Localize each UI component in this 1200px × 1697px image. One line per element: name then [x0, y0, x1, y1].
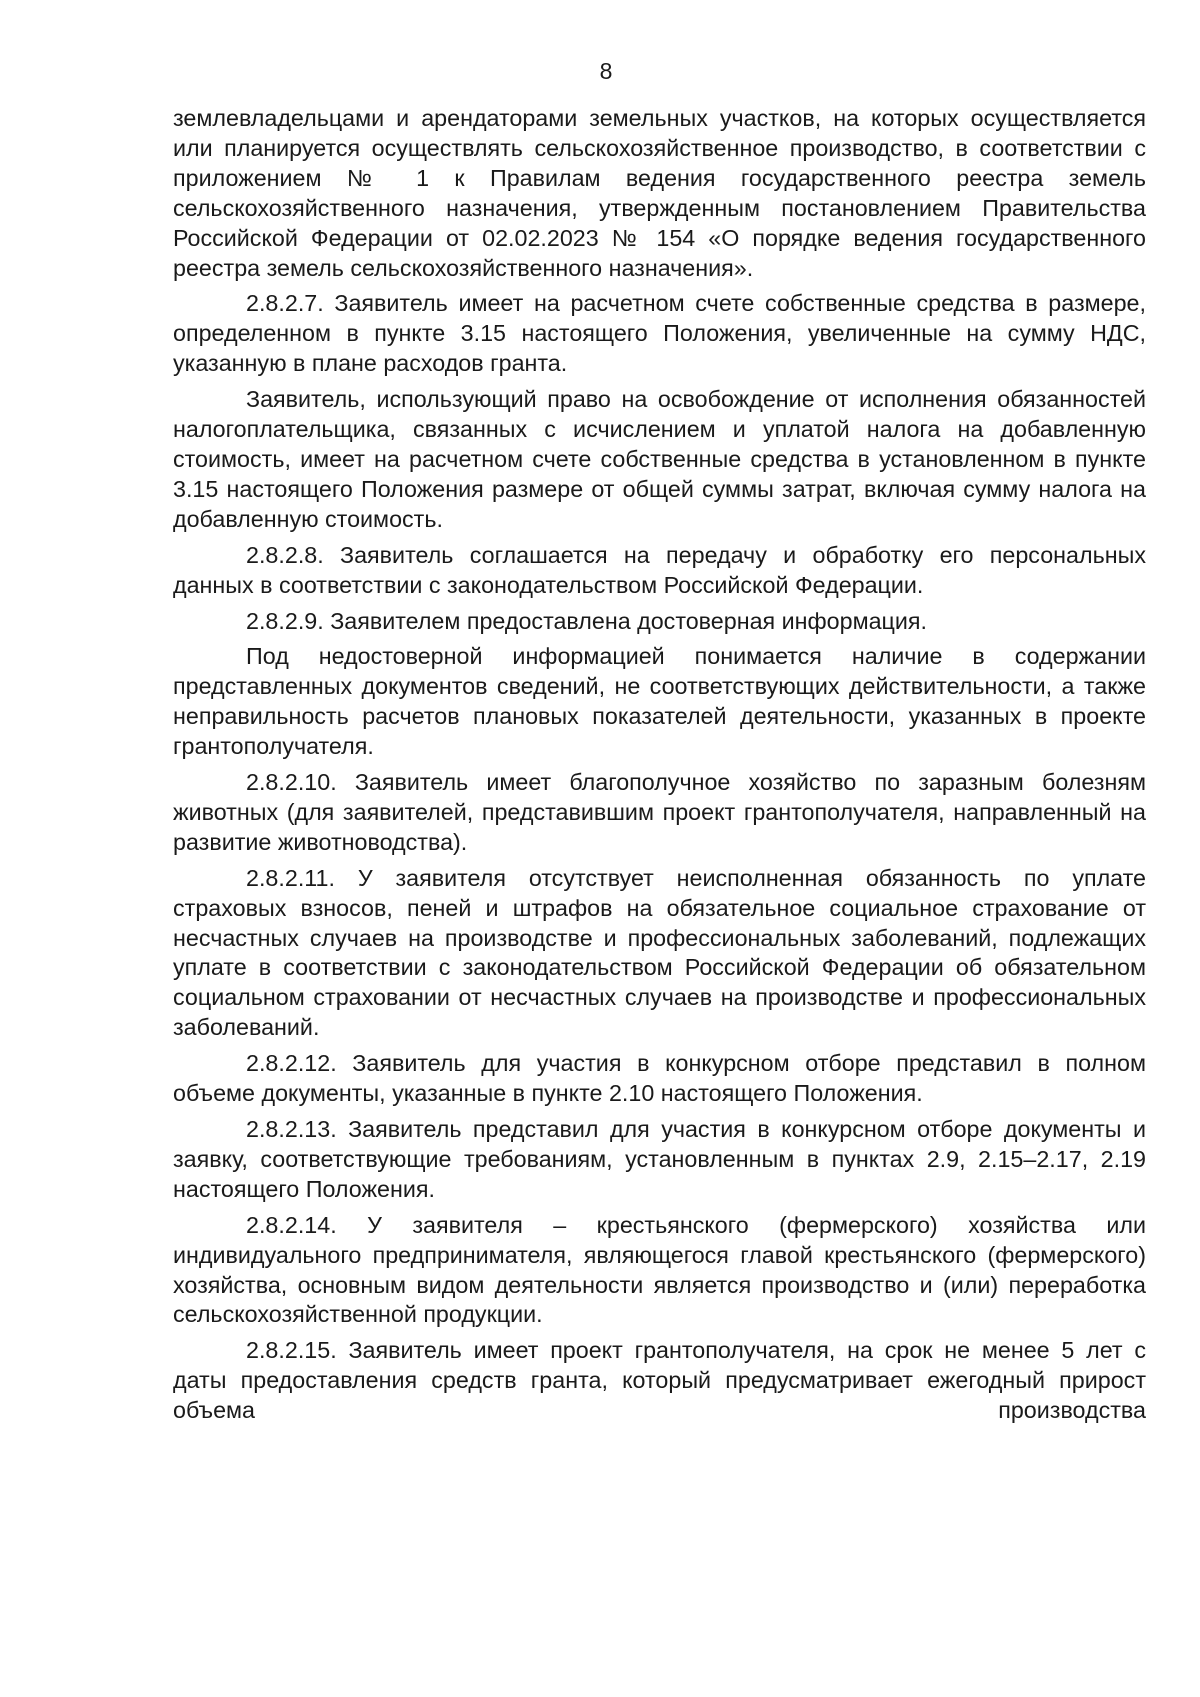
paragraph-unreliable-info: Под недостоверной информацией понимается наличие в содержании представленных документов сведений, не соответствующих действительности, а также неправильность расчетов плановых показателей деятельности, указанных в проекте грантополучателя. [173, 643, 1146, 760]
paragraph-2-8-2-7: 2.8.2.7. Заявитель имеет на расчетном счете собственные средства в размере, определенном в пункте 3.15 настоящего Положения, увеличенные на сумму НДС, указанную в плане расходов гранта. [173, 290, 1146, 377]
paragraph-continuation: землевладельцами и арендаторами земельных участков, на которых осуществляется или планируется осуществлять сельскохозяйственное производство, в соответствии с приложением № 1 к Правилам ведения государственного реестра земель сельскохозяйственного назначения, утвержденным постановлением Правительства Российской Федерации от 02.02.2023 № 154 «О порядке ведения государственного реестра земель сельскохозяйственного назначения». [173, 105, 1146, 281]
paragraph-2-8-2-15: 2.8.2.15. Заявитель имеет проект грантополучателя, на срок не менее 5 лет с даты предоставления средств гранта, который предусматривает ежегодный прирост объема производства [173, 1337, 1146, 1424]
document-body [173, 104, 1146, 1432]
paragraph-2-8-2-11: 2.8.2.11. У заявителя отсутствует неисполненная обязанность по уплате страховых взносов, пеней и штрафов на обязательное социальное страхование от несчастных случаев на производстве и профессиональных заболеваний, подлежащих уплате в соответствии с законодательством Российской Федерации об обязательном социальном страховании от несчастных случаев на производстве и профессиональных заболеваний. [173, 864, 1146, 1041]
paragraph-vat-exemption: Заявитель, использующий право на освобождение от исполнения обязанностей налогоплательщика, связанных с исчислением и уплатой налога на добавленную стоимость, имеет на расчетном счете собственные средства в установленном в пункте 3.15 настоящего Положения размере от общей суммы затрат, включая сумму налога на добавленную стоимость. [173, 386, 1146, 532]
paragraph-2-8-2-14: 2.8.2.14. У заявителя – крестьянского (фермерского) хозяйства или индивидуального предпринимателя, являющегося главой крестьянского (фермерского) хозяйства, основным видом деятельности является производство и (или) переработка сельскохозяйственной продукции. [173, 1211, 1146, 1328]
page-number: 8 [599, 58, 613, 84]
paragraph-2-8-2-9: 2.8.2.9. Заявителем предоставлена достоверная информация. [246, 607, 928, 634]
paragraph-2-8-2-13: 2.8.2.13. Заявитель представил для участия в конкурсном отборе документы и заявку, соответствующие требованиям, установленным в пунктах 2.9, 2.15–2.17, 2.19 настоящего Положения. [173, 1116, 1146, 1202]
paragraph-2-8-2-10: 2.8.2.10. Заявитель имеет благополучное хозяйство по заразным болезням животных (для заявителей, представившим проект грантополучателя, направленный на развитие животноводства). [173, 769, 1146, 855]
paragraph-2-8-2-12: 2.8.2.12. Заявитель для участия в конкурсном отборе представил в полном объеме документы, указанные в пункте 2.10 настоящего Положения. [173, 1050, 1146, 1107]
paragraph-2-8-2-8: 2.8.2.8. Заявитель соглашается на передачу и обработку его персональных данных в соответствии с законодательством Российской Федерации. [173, 541, 1146, 598]
